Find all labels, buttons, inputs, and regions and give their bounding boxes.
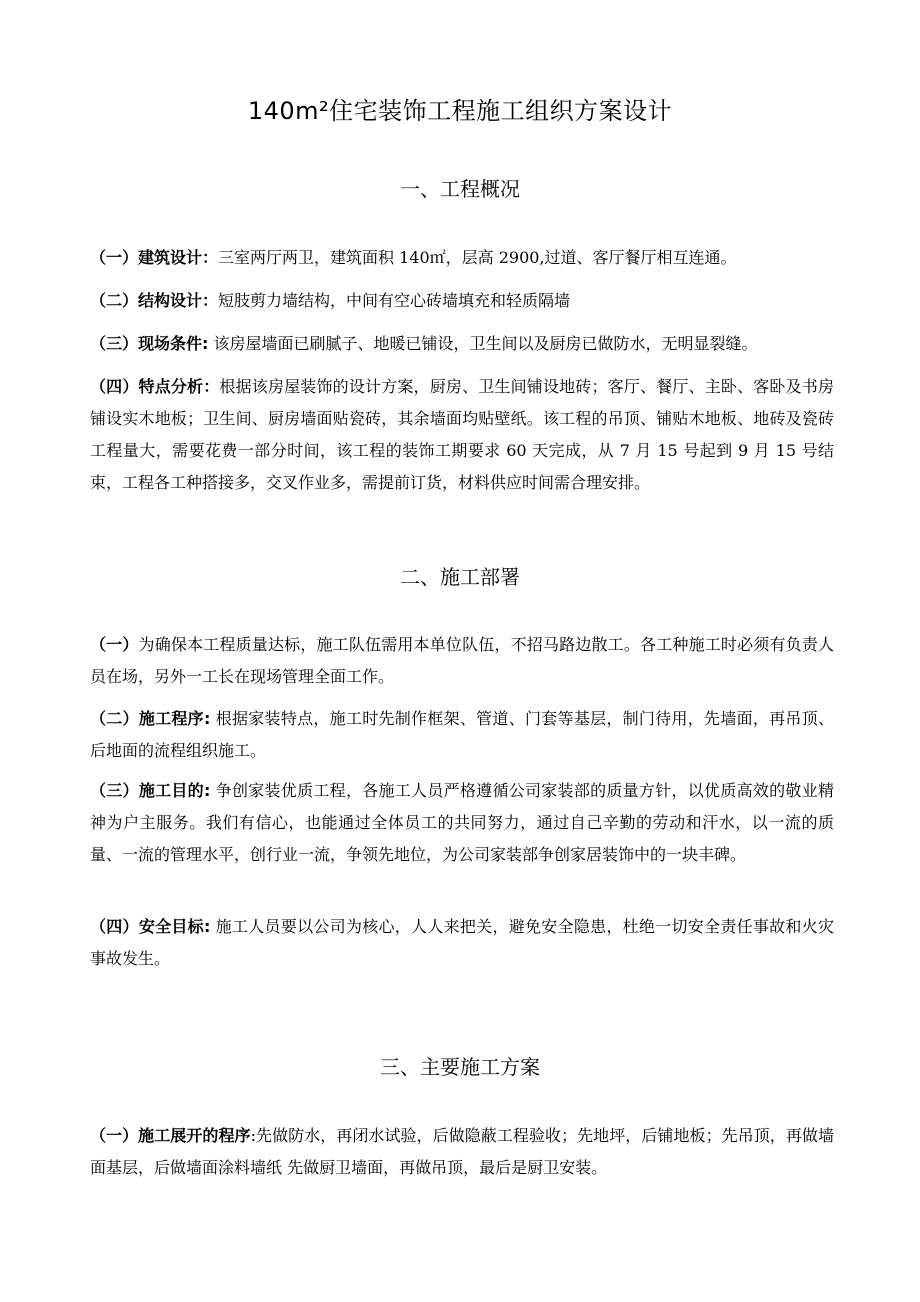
paragraph-2-1	[90, 629, 834, 693]
item-number: （四）	[90, 917, 139, 936]
item-text: 根据该房屋装饰的设计方案，厨房、卫生间铺设地砖；客厅、餐厅、主卧、客卧及书房铺设实木地板；卫生间、厨房墙面贴瓷砖，其余墙面均贴壁纸。该工程的吊顶、铺贴木地板、地砖及瓷砖工程量大，需要花费一部分时间，该工程的装饰工期要求 60 天完成，从 7 月 15 号起到 9 月 15 号结束，工程各工种搭接多，交叉作业多，需提前订货，材料供应时间需合理安排。	[90, 377, 834, 492]
item-label: 施工程序:	[138, 709, 211, 728]
item-label: 建筑设计：	[138, 248, 219, 267]
item-number: （三）	[90, 334, 139, 353]
item-number: （四）	[90, 377, 139, 396]
paragraph-2-2	[90, 703, 834, 767]
item-label: 结构设计：	[138, 291, 219, 310]
paragraph-3-1	[90, 1120, 834, 1184]
paragraph-1-3	[90, 328, 834, 360]
section-heading-3: 三、主要施工方案	[380, 1055, 540, 1079]
item-label: 施工目的:	[138, 781, 211, 800]
item-text: 根据家装特点，施工时先制作框架、管道、门套等基层，制门待用，先墙面，再吊顶、后地面的流程组织施工。	[90, 709, 834, 760]
paragraph-1-4	[90, 371, 834, 499]
item-number: （一）	[90, 248, 139, 267]
item-text: :先做防水，再闭水试验，后做隐蔽工程验收；先地坪，后铺地板；先吊顶，再做墙面基层，后做墙面涂料墙纸 先做厨卫墙面，再做吊顶，最后是厨卫安装。	[90, 1126, 834, 1177]
item-text: 该房屋墙面已刷腻子、地暖已铺设，卫生间以及厨房已做防水，无明显裂缝。	[208, 334, 758, 353]
paragraph-2-4	[90, 911, 834, 975]
item-label: 施工展开的程序	[138, 1126, 251, 1145]
item-text: 施工人员要以公司为核心，人人来把关，避免安全隐患，杜绝一切安全责任事故和火灾事故发生。	[90, 917, 834, 968]
item-number: （三）	[90, 781, 139, 800]
document-title: 140m²住宅装饰工程施工组织方案设计	[247, 97, 673, 125]
paragraph-1-2	[90, 285, 834, 317]
paragraph-1-1	[90, 242, 834, 274]
paragraph-2-3	[90, 775, 834, 871]
section-heading-1: 一、工程概况	[400, 177, 520, 201]
item-number: （二）	[90, 709, 139, 728]
item-label: 现场条件:	[138, 334, 209, 353]
item-text: 为确保本工程质量达标，施工队伍需用本单位队伍，不招马路边散工。各工种施工时必须有负责人员在场，另外一工长在现场管理全面工作。	[90, 635, 834, 686]
item-text: 三室两厅两卫，建筑面积 140㎡，层高 2900,过道、客厅餐厅相互连通。	[218, 248, 737, 267]
item-text: 短肢剪力墙结构，中间有空心砖墙填充和轻质隔墙	[218, 291, 571, 310]
item-number: （一）	[90, 635, 139, 654]
item-text: 争创家装优质工程，各施工人员严格遵循公司家装部的质量方针，以优质高效的敬业精神为户主服务。我们有信心，也能通过全体员工的共同努力，通过自己辛勤的劳动和汗水，以一流的质量、一流的管理水平，创行业一流，争领先地位，为公司家装部争创家居装饰中的一块丰碑。	[90, 781, 834, 864]
item-number: （一）	[90, 1126, 139, 1145]
item-label: 特点分析：	[138, 377, 220, 396]
section-heading-2: 二、施工部署	[400, 565, 520, 589]
item-number: （二）	[90, 291, 139, 310]
item-label: 安全目标:	[138, 917, 211, 936]
